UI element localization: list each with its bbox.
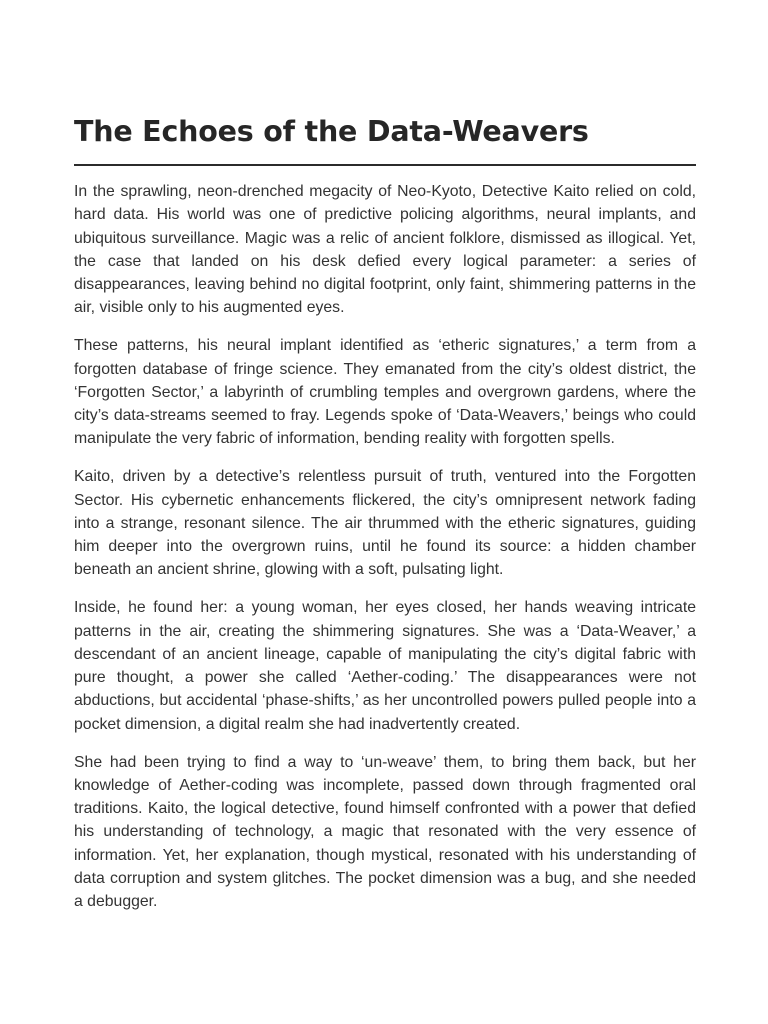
paragraph-1: In the sprawling, neon-drenched megacity of Neo-Kyoto, Detective Kaito relied on cold, hard data. His world was one of predictive policing algorithms, neural implants, and ubiquitous surveillance. Magic was a relic of ancient folklore, dismissed as illogical. Yet, the case that landed on his desk defied every logical parameter: a series of disappearances, leaving behind no digital footprint, only faint, shimmering patterns in the air, visible only to his augmented eyes. (74, 183, 696, 317)
document-page (74, 112, 696, 928)
paragraph-5: She had been trying to find a way to ‘un-weave’ them, to bring them back, but her knowledge of Aether-coding was incomplete, passed down through fragmented oral traditions. Kaito, the logical detective, found himself confronted with a power that defied his understanding of technology, a magic that resonated with the very essence of information. Yet, her explanation, though mystical, resonated with his understanding of data corruption and system glitches. The pocket dimension was a bug, and she needed a debugger. (74, 753, 696, 911)
paragraph-3: Kaito, driven by a detective’s relentless pursuit of truth, ventured into the Forgotten Sector. His cybernetic enhancements flickered, the city’s omnipresent network fading into a strange, resonant silence. The air thrummed with the etheric signatures, guiding him deeper into the overgrown ruins, until he found its source: a hidden chamber beneath an ancient shrine, glowing with a soft, pulsating light. (74, 468, 696, 579)
document-title: The Echoes of the Data-Weavers (74, 112, 696, 166)
document-body (74, 180, 696, 914)
paragraph-4: Inside, he found her: a young woman, her eyes closed, her hands weaving intricate patterns in the air, creating the shimmering signatures. She was a ‘Data-Weaver,’ a descendant of an ancient lineage, capable of manipulating the city’s digital fabric with pure thought, a power she called ‘Aether-coding.’ The disappearances were not abductions, but accidental ‘phase-shifts,’ as her uncontrolled powers pulled people into a pocket dimension, a digital realm she had inadvertently created. (74, 599, 696, 733)
paragraph-2: These patterns, his neural implant identified as ‘etheric signatures,’ a term from a forgotten database of fringe science. They emanated from the city’s oldest district, the ‘Forgotten Sector,’ a labyrinth of crumbling temples and overgrown gardens, where the city’s data-streams seemed to fray. Legends spoke of ‘Data-Weavers,’ beings who could manipulate the very fabric of information, bending reality with forgotten spells. (74, 337, 696, 448)
